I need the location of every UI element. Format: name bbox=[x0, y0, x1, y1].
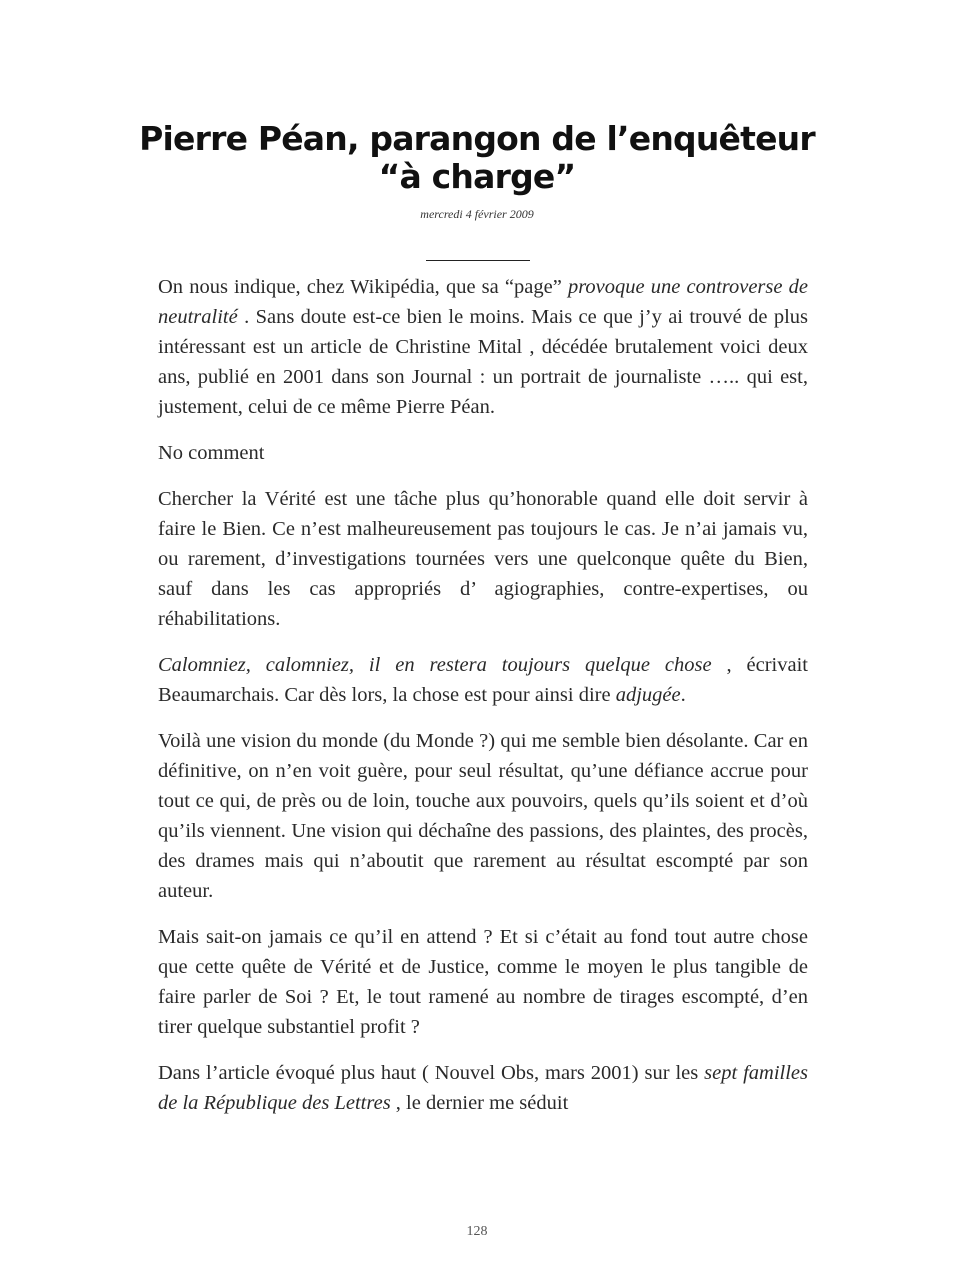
paragraph-2 bbox=[158, 438, 808, 468]
paragraph-4 bbox=[158, 650, 808, 710]
text-segment: Chercher la Vérité est une tâche plus qu’honorable quand elle doit servir à faire le Bien. Ce n’est malheureusement pas toujours le cas. Je n’ai jamais vu, ou rarement, d’investigations tournées vers une quelconque quête du Bien, sauf dans les cas appropriés d’ agiographies, contre-expertises, ou réhabilitations. bbox=[158, 488, 808, 630]
paragraph-1 bbox=[158, 272, 808, 422]
title-line-1: Pierre Péan, parangon de l’enquêteur bbox=[139, 119, 815, 158]
text-segment: , écrivait Beaumarchais. Car dès lors, la chose est pour ainsi dire bbox=[158, 654, 808, 706]
text-segment: On nous indique, chez Wikipédia, que sa “page” bbox=[158, 276, 568, 298]
text-segment: , le dernier me séduit bbox=[390, 1092, 569, 1114]
italic-segment: provoque une controverse de neutralité bbox=[158, 276, 808, 328]
title-line-2: “à charge” bbox=[378, 157, 576, 196]
title-separator bbox=[426, 260, 530, 261]
text-segment: . Sans doute est-ce bien le moins. Mais ce que j’y ai trouvé de plus intéressant est un article de Christine Mital , décédée brutalement voici deux ans, publié en 2001 dans son Journal : un portrait de journaliste ….. qui est, justement, celui de ce même Pierre Péan. bbox=[158, 306, 808, 418]
text-segment: . bbox=[680, 684, 686, 706]
paragraph-6 bbox=[158, 922, 808, 1042]
text-segment: Mais sait-on jamais ce qu’il en attend ? Et si c’était au fond tout autre chose que cette quête de Vérité et de Justice, comme le moyen le plus tangible de faire parler de Soi ? Et, le tout ramené au nombre de tirages escompté, d’en tirer quelque substantiel profit ? bbox=[158, 926, 808, 1038]
text-segment: Voilà une vision du monde (du Monde ?) qui me semble bien désolante. Car en définitive, on n’en voit guère, pour seul résultat, qu’une défiance accrue pour tout ce qui, de près ou de loin, touche aux pouvoirs, quels qu’ils soient et d’où qu’ils viennent. Une vision qui déchaîne des passions, des plaintes, des procès, des drames mais qui n’aboutit que rarement au résultat escompté par son auteur. bbox=[158, 730, 808, 902]
text-segment: Dans l’article évoqué plus haut ( Nouvel Obs, mars 2001) sur les bbox=[158, 1062, 705, 1084]
paragraph-7 bbox=[158, 1058, 808, 1118]
paragraph-3 bbox=[158, 484, 808, 634]
page-title bbox=[100, 120, 854, 196]
italic-segment: Calomniez, calomniez, il en restera toujours quelque chose bbox=[158, 654, 712, 676]
italic-segment: adjugée bbox=[615, 684, 681, 706]
italic-segment: sept familles de la République des Lettres bbox=[158, 1062, 808, 1114]
page-number: 128 bbox=[466, 1224, 488, 1239]
paragraph-5 bbox=[158, 726, 808, 906]
article-body bbox=[158, 272, 808, 1134]
publication-date: mercredi 4 février 2009 bbox=[420, 207, 534, 221]
text-segment: No comment bbox=[158, 442, 265, 464]
